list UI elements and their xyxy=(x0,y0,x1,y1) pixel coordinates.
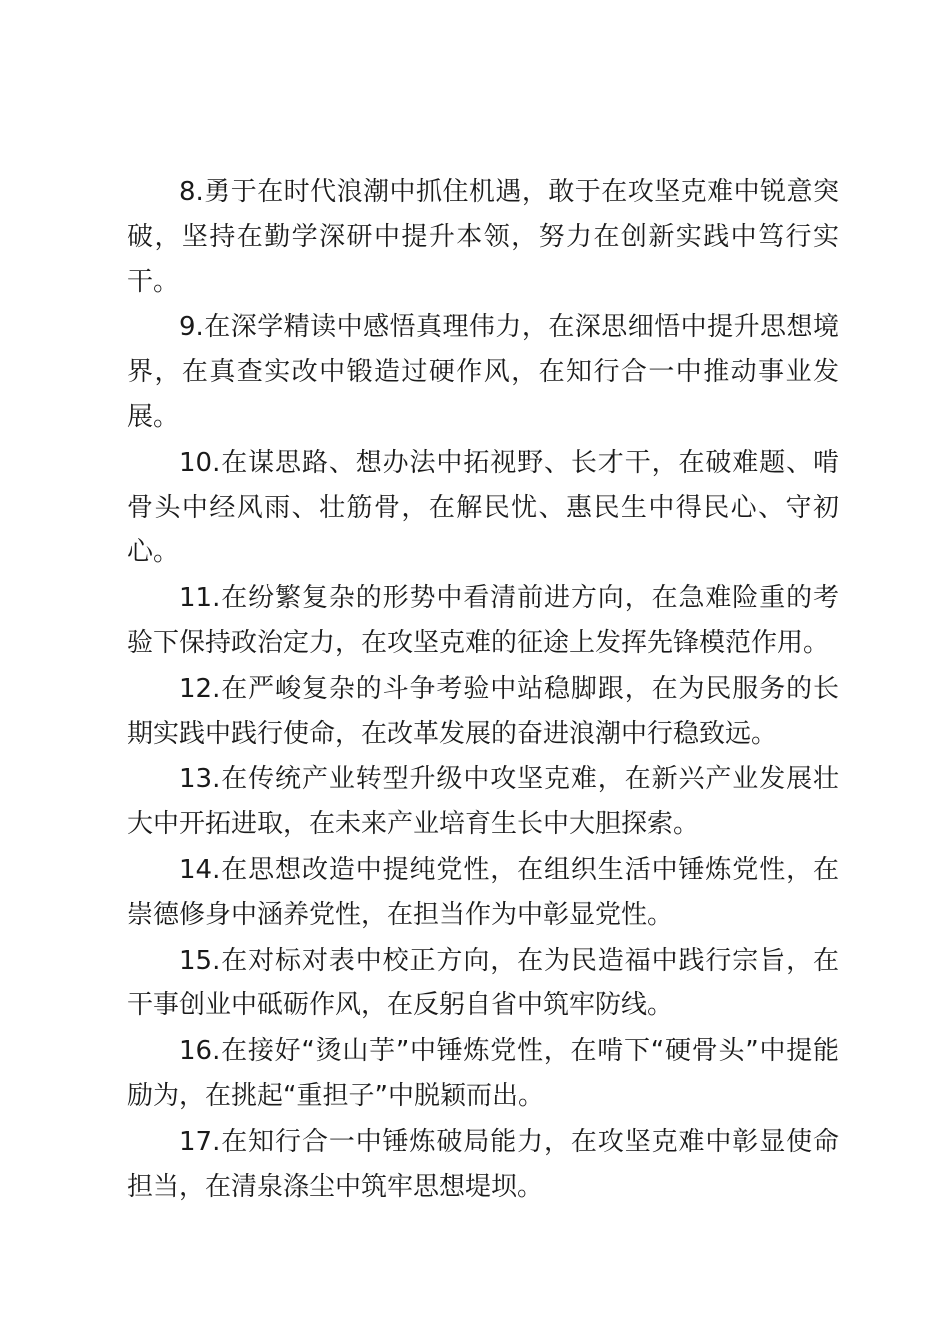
paragraph-8: 8.勇于在时代浪潮中抓住机遇，敢于在攻坚克难中锐意突破，坚持在勤学深研中提升本领，努力在创新实践中笃行实干。 xyxy=(127,177,839,297)
paragraph-17: 17.在知行合一中锤炼破局能力，在攻坚克难中彰显使命担当，在清泉涤尘中筑牢思想堤坝。 xyxy=(127,1126,839,1202)
paragraph-14: 14.在思想改造中提纯党性，在组织生活中锤炼党性，在崇德修身中涵养党性，在担当作为中彰显党性。 xyxy=(127,854,839,930)
paragraph-11: 11.在纷繁复杂的形势中看清前进方向，在急难险重的考验下保持政治定力，在攻坚克难的征途上发挥先锋模范作用。 xyxy=(127,583,839,658)
paragraph-9: 9.在深学精读中感悟真理伟力，在深思细悟中提升思想境界，在真查实改中锻造过硬作风，在知行合一中推动事业发展。 xyxy=(127,312,839,432)
paragraph-15: 15.在对标对表中校正方向，在为民造福中践行宗旨，在干事创业中砥砺作风，在反躬自省中筑牢防线。 xyxy=(127,945,839,1021)
paragraph-16: 16.在接好“烫山芋”中锤炼党性，在啃下“硬骨头”中提能励为，在挑起“重担子”中脱颖而出。 xyxy=(127,1036,839,1111)
paragraph-12: 12.在严峻复杂的斗争考验中站稳脚跟，在为民服务的长期实践中践行使命，在改革发展的奋进浪潮中行稳致远。 xyxy=(127,673,839,749)
document-body xyxy=(127,170,839,1210)
paragraph-13: 13.在传统产业转型升级中攻坚克难，在新兴产业发展壮大中开拓进取，在未来产业培育生长中大胆探索。 xyxy=(127,764,839,840)
paragraph-10: 10.在谋思路、想办法中拓视野、长才干，在破难题、啃骨头中经风雨、壮筋骨，在解民忧、惠民生中得民心、守初心。 xyxy=(127,447,839,568)
